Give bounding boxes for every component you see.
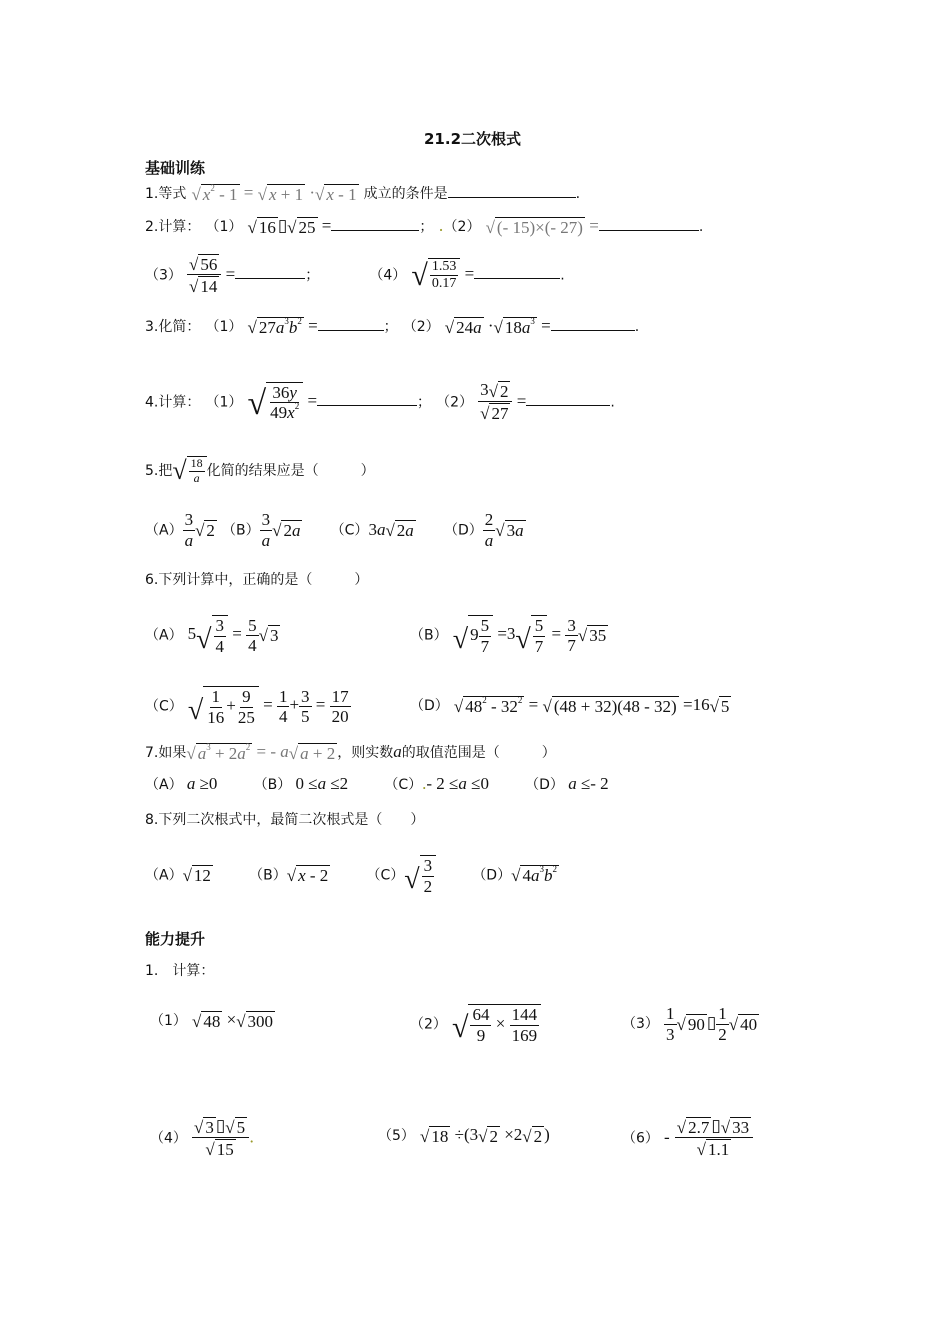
ability-part-4: （4） $\frac{√ 3 ▯√ 5}{√ 15}$ .	[150, 1116, 255, 1160]
option-b[interactable]: （B）	[222, 522, 260, 539]
ability-part-2: （2） √ $\frac{64}{9}$ × $\frac{144}{169}$	[410, 1004, 541, 1045]
question-6-option-c: （C） √ $\frac{1}{16}$ + $\frac{9}{25}$ = $\frac{1}{4}$ + $\frac{3}{5}$ = $\frac{17}{20}$	[145, 686, 349, 727]
option-d[interactable]: （D）	[443, 522, 483, 539]
question-5-options: （A） $\frac{3}{a}$ √ 2 （B） $\frac{3}{a}$ √ 2a （C）3a√ 2a （D） $\frac{2}{a}$ √ 3a	[145, 510, 524, 550]
q4-label: 4.计算：	[145, 394, 201, 411]
ability-part-1: （1） √ 48 ×√ 300	[150, 1010, 274, 1031]
answer-blank[interactable]	[526, 391, 610, 406]
ability-part-3: （3） $\frac{1}{3}$ √ 90 ▯ $\frac{1}{2}$ √ 40	[622, 1004, 758, 1044]
section-heading-ability: 能力提升	[145, 930, 206, 948]
section-heading-basic: 基础训练	[145, 159, 206, 177]
ability-q1: 1. 计算：	[145, 963, 215, 979]
answer-blank[interactable]	[448, 183, 576, 198]
answer-blank[interactable]	[474, 264, 560, 279]
answer-blank[interactable]	[331, 216, 419, 231]
q1-tail: 成立的条件是	[363, 186, 448, 202]
page-title: 21.2二次根式	[424, 130, 522, 148]
question-8: 8.下列二次根式中，最简二次根式是（ ）	[145, 812, 425, 828]
ability-part-6: （6） - $\frac{√ 2.7 ▯√ 33}{√ 1.1}$	[622, 1116, 753, 1160]
question-6: 6.下列计算中，正确的是（ ）	[145, 572, 369, 588]
question-2: 2.计算： （1） √ 16 ▯√ 25 = ； .（2） √ (- 15)×(- 27) = .	[145, 216, 704, 237]
question-5: 5.把√ $\frac{18}{a}$ 化简的结果应是（ ）	[145, 456, 375, 486]
question-6-option-b: （B） √ 9 $\frac{5}{7}$ =3√ $\frac{5}{7}$ = $\frac{3}{7}$ √ 35	[410, 615, 607, 656]
question-6-option-a: （A） 5√ $\frac{3}{4}$ = $\frac{5}{4}$ √ 3	[145, 615, 279, 656]
question-4: 4.计算： （1） √ $\frac{36y}{49x^2}$ = ； （2） $\frac{3√ 2}{√ 27}$ = .	[145, 380, 615, 424]
q3-label: 3.化简：	[145, 319, 201, 335]
question-1: 1.等式 √ $x^2 - 1$ = √ x + 1 ·√ x - 1 成立的条件是 .	[145, 182, 581, 204]
answer-blank[interactable]	[599, 216, 699, 231]
q2-label: 2.计算：	[145, 219, 201, 235]
answer-blank[interactable]	[235, 264, 305, 279]
option-c[interactable]: （C）	[330, 522, 369, 539]
ability-part-5: （5） √ 18 ÷(3√ 2 ×2√ 2 )	[378, 1125, 550, 1146]
option-a[interactable]: （A）	[145, 522, 183, 539]
question-2-parts: （3） $\frac{√ 56}{√ 14}$ = ； （4） √ $\frac{1.53}{0.17}$ = .	[145, 254, 565, 297]
question-7: 7.如果√ $a^3 + 2a^2$ = - a√ a + 2 ，则实数a的取值范围是（ ）	[145, 741, 556, 763]
question-6-option-d: （D） √ $48^2 - 32^2$ = √ (48 + 32)(48 - 32) =16√ 5	[410, 694, 730, 716]
answer-blank[interactable]	[551, 316, 635, 331]
answer-blank[interactable]	[317, 391, 417, 406]
answer-blank[interactable]	[318, 316, 384, 331]
question-7-options: （A） a ≥0 （B） 0 ≤a ≤2 （C）.- 2 ≤a ≤0 （D） a ≤- 2	[145, 774, 609, 793]
question-8-options: （A）√ 12 （B）√ x - 2 （C）√ $\frac{3}{2}$ （D）√ $4a^3b^2$	[145, 856, 557, 896]
question-3: 3.化简： （1） √ $27a^3b^2$ = ； （2） √ 24a ·√ $18a^3$ = .	[145, 315, 640, 337]
q5-label: 5.把	[145, 462, 173, 479]
q1-label: 1.等式	[145, 186, 187, 202]
